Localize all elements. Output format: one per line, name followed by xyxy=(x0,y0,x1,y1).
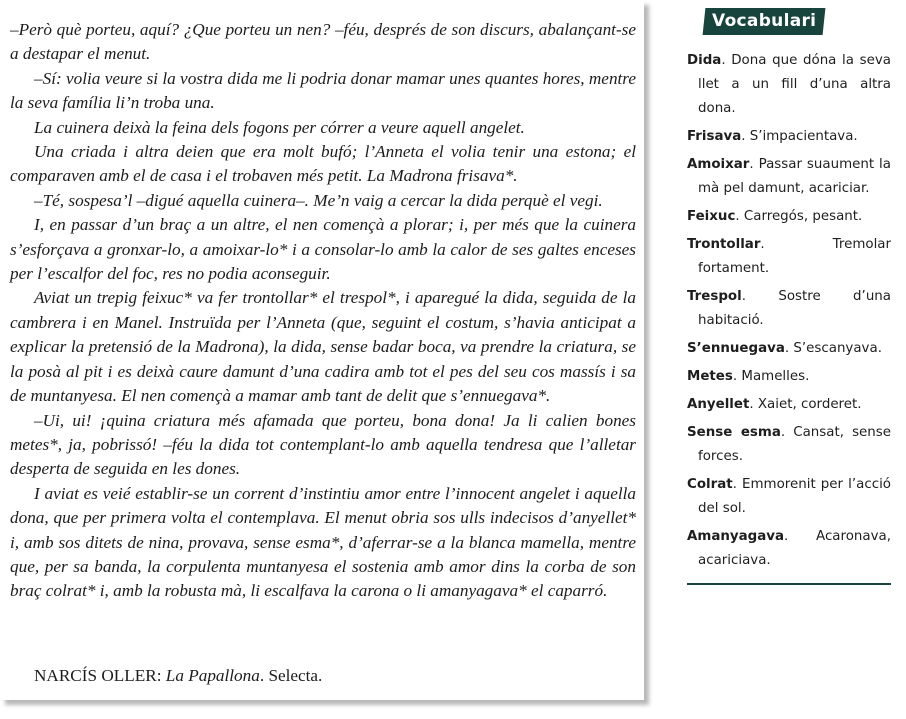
paragraph: I aviat es veié establir-se un corrent d’instintiu amor entre l’innocent angelet i aquella dona, que per primera volta el contemplava. El menut obria sos ulls indecisos d’anyellet* i, amb sos ditets de nina, provava, sense esma*, d’aferrar-se a la blanca mamella, mentre que, per sa banda, la corpulenta muntanyesa el sostenia amb amor dins la corba de son braç colrat* i, amb la robusta mà, li escalfava la carona o li amanyagava* el caparró. xyxy=(10,483,636,601)
paragraph: Aviat un trepig feixuc* va fer trontollar* el trespol*, i aparegué la dida, seguida de la cambrera i en Manel. Instruïda per l’Anneta (que, seguint el costum, s’havia anticipat a explicar la pretensió de la Madrona), la dida, sense badar boca, va prendre la criatura, se la posà al pit i es deixà caure damunt d’una cadira amb tot el pes del seu cos massís i sa de muntanyesa. El nen començà a mamar amb tant de delit que s’ennuegava*. xyxy=(10,288,636,406)
vocabulary-list xyxy=(687,49,891,585)
vocabulary-entry xyxy=(687,285,891,333)
vocabulary-entry xyxy=(687,473,891,521)
paragraph: –Té, sospesa’l –digué aquella cuinera–. Me’n vaig a cercar la dida perquè el vegi. xyxy=(34,190,603,210)
vocabulary-term: Trespol xyxy=(687,289,742,304)
vocabulary-definition: . Dona que dóna la seva llet a un fill d’una altra dona. xyxy=(698,53,891,116)
paragraph: La cuinera deixà la feina dels fogons per córrer a veure aquell angelet. xyxy=(34,117,525,137)
vocabulary-box xyxy=(687,8,891,585)
vocabulary-term: Colrat xyxy=(687,477,733,492)
vocabulary-definition: . Cansat, sense forces. xyxy=(698,425,892,464)
vocabulary-entry xyxy=(687,233,891,281)
vocabulary-entry xyxy=(687,153,891,201)
paragraph: Una criada i altra deien que era molt bufó; l’Anneta el volia tenir una estona; el comparaven amb el de casa i el trobaven més petit. La Madrona frisava*. xyxy=(10,142,636,186)
vocabulary-definition: . Passar suaument la mà pel damunt, acariciar. xyxy=(698,157,891,196)
vocabulary-definition: . Emmorenit per l’acció del sol. xyxy=(698,477,891,516)
vocabulary-definition: . S’impacientava. xyxy=(741,129,858,144)
vocabulary-definition: . S’escanyava. xyxy=(784,341,882,356)
source-publisher: . Selecta. xyxy=(259,666,323,685)
vocabulary-definition: . Sostre d’una habitació. xyxy=(698,289,891,328)
vocabulary-definition: . Xaiet, corderet. xyxy=(749,397,862,412)
vocabulary-title: Vocabulari xyxy=(703,8,826,35)
vocabulary-definition: . Acaronava, acariciava. xyxy=(698,529,891,568)
source-author: NARCÍS OLLER: xyxy=(34,666,162,685)
vocabulary-term: Amanyagava xyxy=(687,529,785,544)
vocabulary-entry xyxy=(687,365,891,389)
vocabulary-entry xyxy=(687,393,891,417)
vocabulary-term: Feixuc xyxy=(687,209,736,224)
vocabulary-term: Amoixar xyxy=(687,157,750,172)
vocabulary-entry xyxy=(687,125,891,149)
vocabulary-term: S’ennuegava xyxy=(687,341,785,356)
vocabulary-definition: . Tremolar fortament. xyxy=(698,237,891,276)
paragraph: –Sí: volia veure si la vostra dida me li podria donar mamar unes quantes hores, mentre la seva família li’n troba una. xyxy=(10,68,636,113)
paragraph: –Però què porteu, aquí? ¿Que porteu un nen? –féu, després de son discurs, abalançant-se a destapar el menut. xyxy=(10,20,636,64)
paragraph: –Ui, ui! ¡quina criatura més afamada que porteu, bona dona! Ja li calien bones metes*, ja, pobrissó! –féu la dida tot contemplant-lo amb aquella tendresa que l’alletar desperta de seguida en les dones. xyxy=(10,410,636,479)
vocabulary-term: Dida xyxy=(687,53,722,68)
source-work: La Papallona xyxy=(165,666,260,685)
vocabulary-term: Anyellet xyxy=(687,397,750,412)
vocabulary-term: Sense esma xyxy=(687,425,781,440)
paragraph: I, en passar d’un braç a un altre, el nen començà a plorar; i, per més que la cuinera s’esforçava a gronxar-lo, a amoixar-lo* i a consolar-lo amb la calor de ses galtes enceses per l’escalfor del foc, res no podia aconseguir. xyxy=(10,215,636,284)
vocabulary-term: Frisava xyxy=(687,129,742,144)
vocabulary-entry xyxy=(687,525,891,573)
vocabulary-entry xyxy=(687,337,891,361)
vocabulary-entry xyxy=(687,205,891,229)
vocabulary-entry xyxy=(687,421,891,469)
narrative-text xyxy=(10,18,636,604)
vocabulary-definition: . Mamelles. xyxy=(732,369,810,384)
source-citation xyxy=(34,666,322,686)
vocabulary-term: Metes xyxy=(687,369,733,384)
vocabulary-definition: . Carregós, pesant. xyxy=(735,209,863,224)
vocabulary-term: Trontollar xyxy=(687,237,761,252)
vocabulary-entry xyxy=(687,49,891,121)
